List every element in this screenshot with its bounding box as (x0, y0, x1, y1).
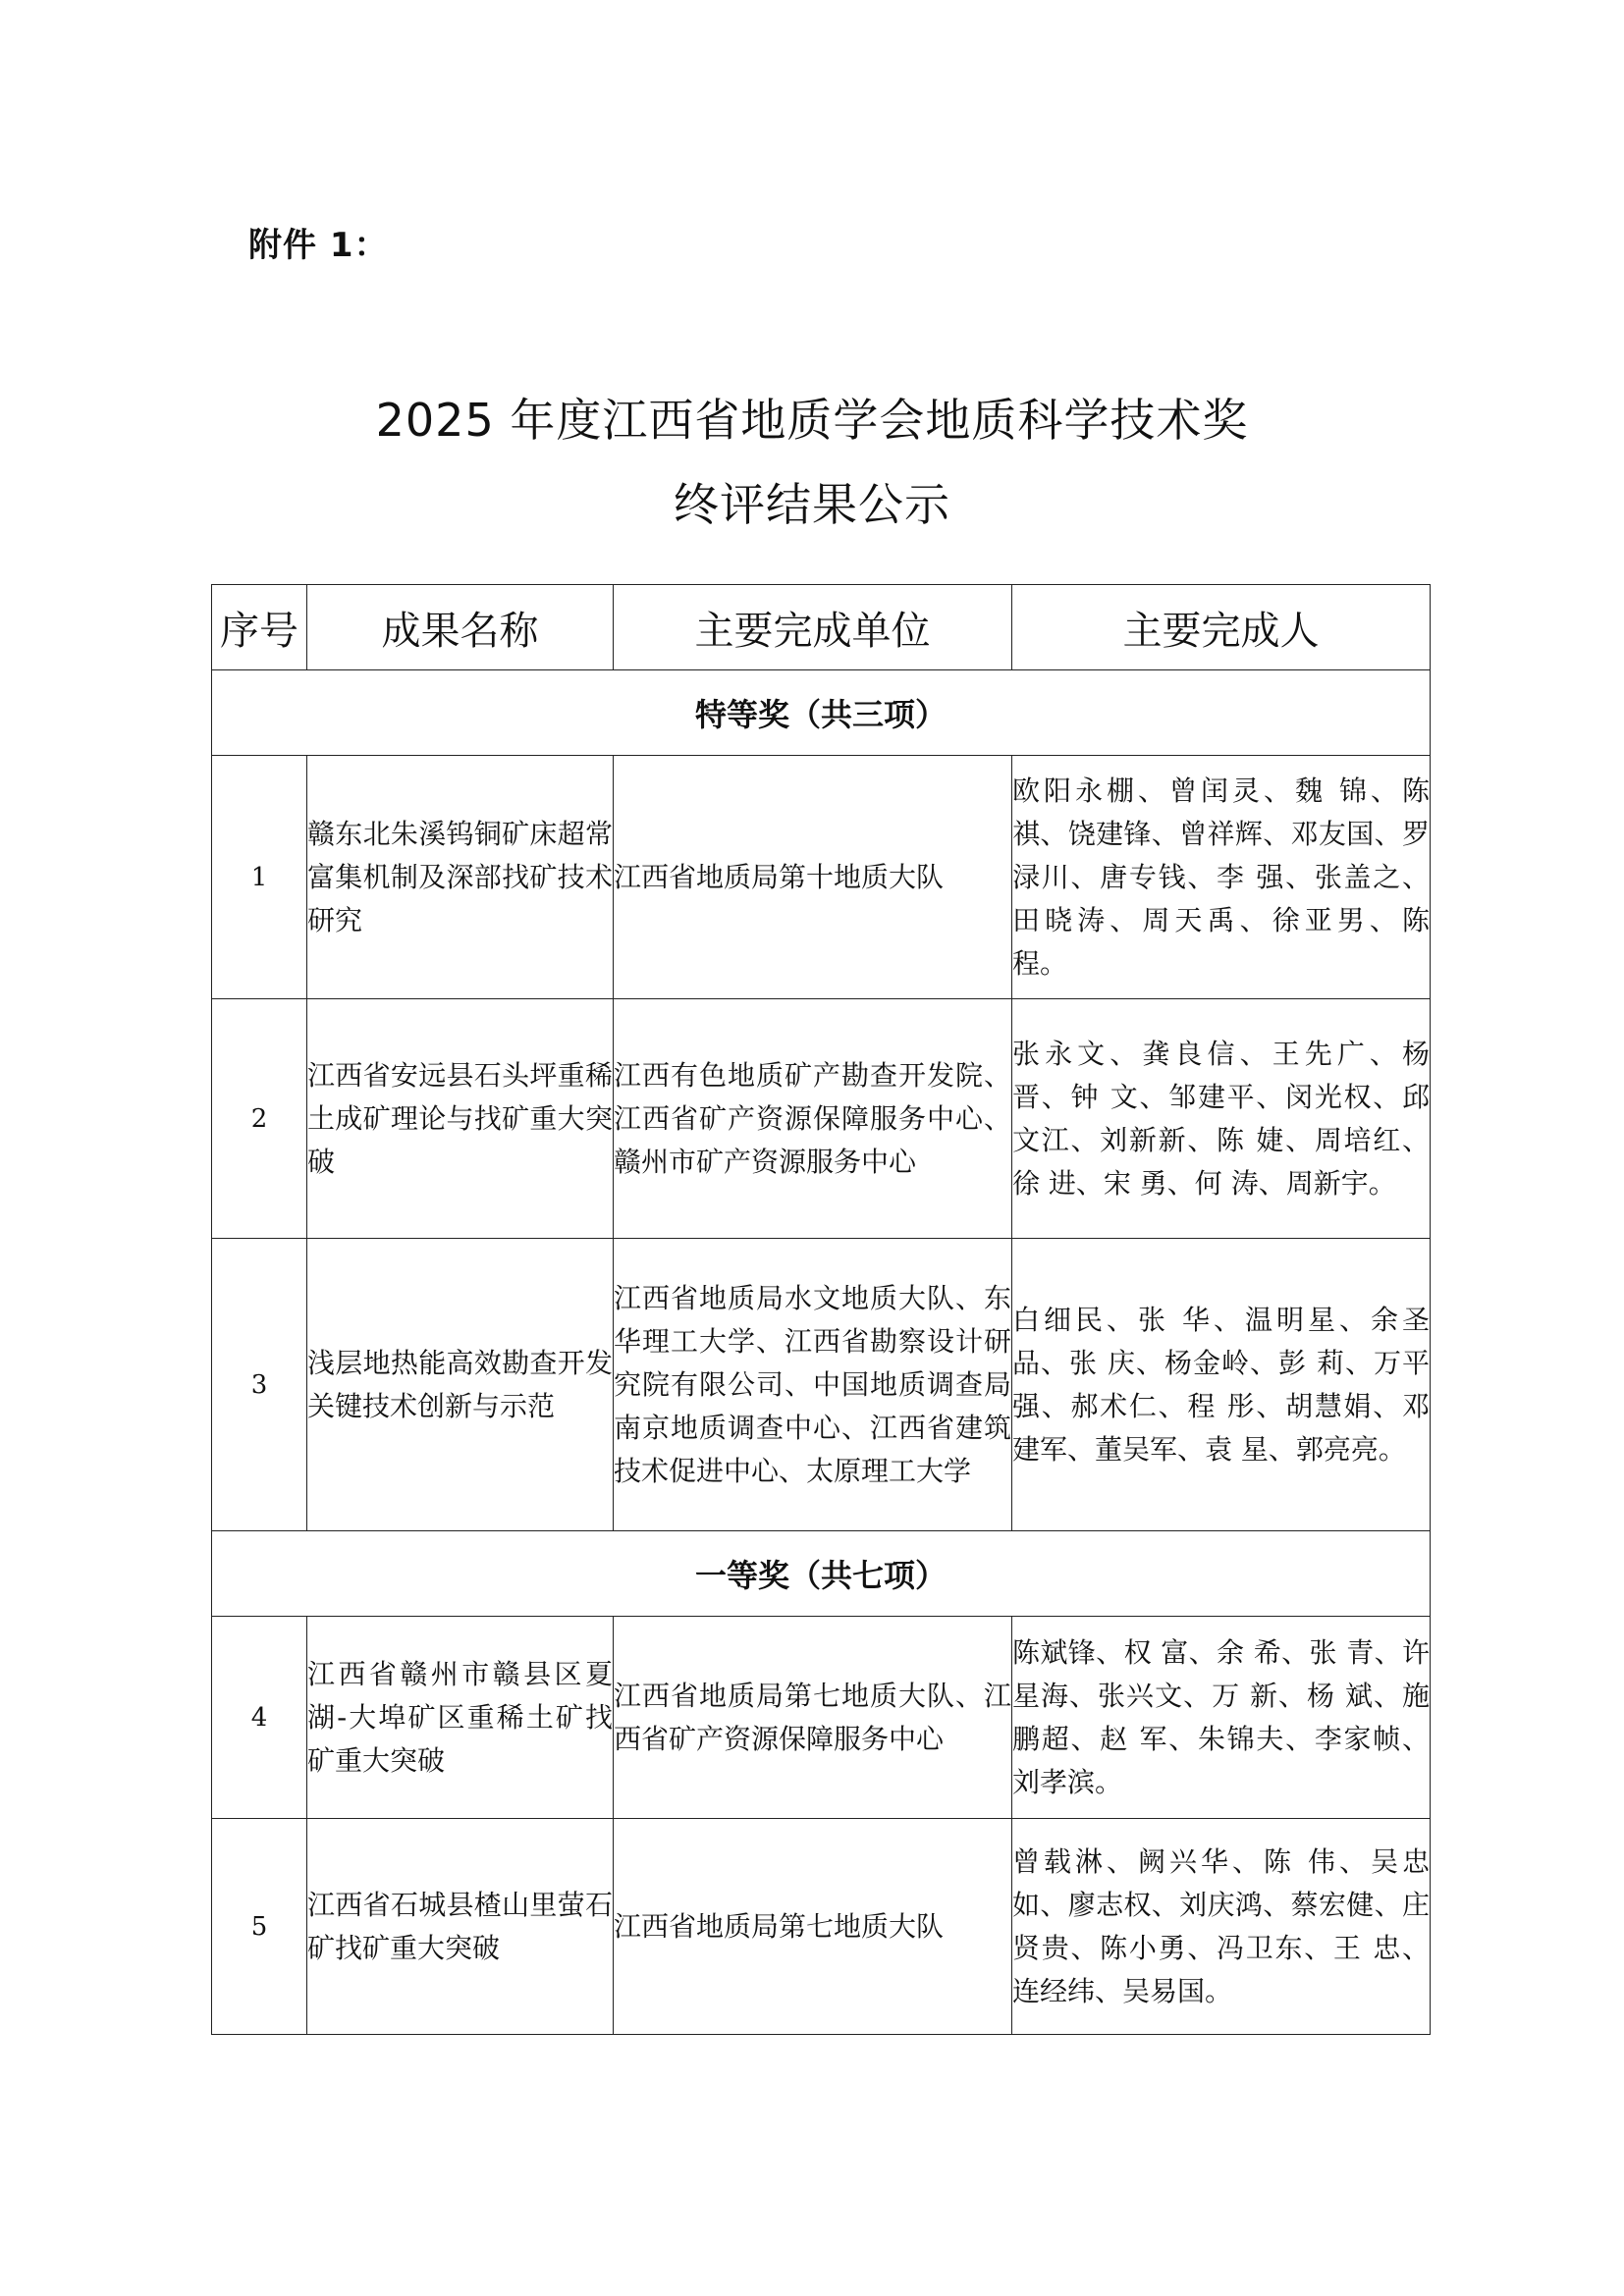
completion-unit: 江西省地质局第七地质大队、江西省矿产资源保障服务中心 (614, 1617, 1012, 1819)
row-index: 3 (212, 1239, 307, 1531)
table-row (212, 1819, 1431, 2035)
section-label-special: 特等奖（共三项） (212, 670, 1431, 756)
completion-people: 陈斌锋、权 富、余 希、张 青、许星海、张兴文、万 新、杨 斌、施鹏超、赵 军、朱锦夫、李家帧、刘孝滨。 (1012, 1617, 1431, 1819)
completion-people: 曾载淋、阙兴华、陈 伟、吴忠如、廖志权、刘庆鸿、蔡宏健、庄贤贵、陈小勇、冯卫东、王 忠、连经纬、吴易国。 (1012, 1819, 1431, 2035)
document-title: 2025 年度江西省地质学会地质科学技术奖 (375, 394, 1249, 447)
table-row (212, 1239, 1431, 1531)
achievement-name: 江西省安远县石头坪重稀土成矿理论与找矿重大突破 (307, 999, 614, 1239)
completion-unit: 江西省地质局第七地质大队 (614, 1819, 1012, 2035)
table-header-row (212, 585, 1431, 670)
section-label-first: 一等奖（共七项） (212, 1531, 1431, 1617)
row-index: 5 (212, 1819, 307, 2035)
completion-unit: 江西省地质局水文地质大队、东华理工大学、江西省勘察设计研究院有限公司、中国地质调查局南京地质调查中心、江西省建筑技术促进中心、太原理工大学 (614, 1239, 1012, 1531)
completion-unit: 江西省地质局第十地质大队 (614, 756, 1012, 999)
header-people: 主要完成人 (1012, 585, 1431, 670)
achievement-name: 浅层地热能高效勘查开发关键技术创新与示范 (307, 1239, 614, 1531)
table-row (212, 756, 1431, 999)
row-index: 4 (212, 1617, 307, 1819)
achievement-name: 江西省石城县楂山里萤石矿找矿重大突破 (307, 1819, 614, 2035)
completion-people: 欧阳永棚、曾闰灵、魏 锦、陈 祺、饶建锋、曾祥辉、邓友国、罗渌川、唐专钱、李 强、张盖之、田晓涛、周天禹、徐亚男、陈 程。 (1012, 756, 1431, 999)
header-name: 成果名称 (307, 585, 614, 670)
achievement-name: 江西省赣州市赣县区夏湖-大埠矿区重稀土矿找矿重大突破 (307, 1617, 614, 1819)
results-table (211, 584, 1431, 2035)
header-index: 序号 (212, 585, 307, 670)
section-row-first (212, 1531, 1431, 1617)
attachment-label: 附件 1： (248, 226, 389, 265)
completion-people: 白细民、张 华、温明星、余圣品、张 庆、杨金岭、彭 莉、万平强、郝术仁、程 彤、胡慧娟、邓建军、董吴军、袁 星、郭亮亮。 (1012, 1239, 1431, 1531)
achievement-name: 赣东北朱溪钨铜矿床超常富集机制及深部找矿技术研究 (307, 756, 614, 999)
row-index: 1 (212, 756, 307, 999)
header-unit: 主要完成单位 (614, 585, 1012, 670)
section-row-special (212, 670, 1431, 756)
table-row (212, 1617, 1431, 1819)
completion-people: 张永文、龚良信、王先广、杨 晋、钟 文、邹建平、闵光权、邱文江、刘新新、陈 婕、周培红、徐 进、宋 勇、何 涛、周新宇。 (1012, 999, 1431, 1239)
document-subtitle: 终评结果公示 (674, 478, 950, 531)
completion-unit: 江西有色地质矿产勘查开发院、江西省矿产资源保障服务中心、赣州市矿产资源服务中心 (614, 999, 1012, 1239)
table-row (212, 999, 1431, 1239)
row-index: 2 (212, 999, 307, 1239)
